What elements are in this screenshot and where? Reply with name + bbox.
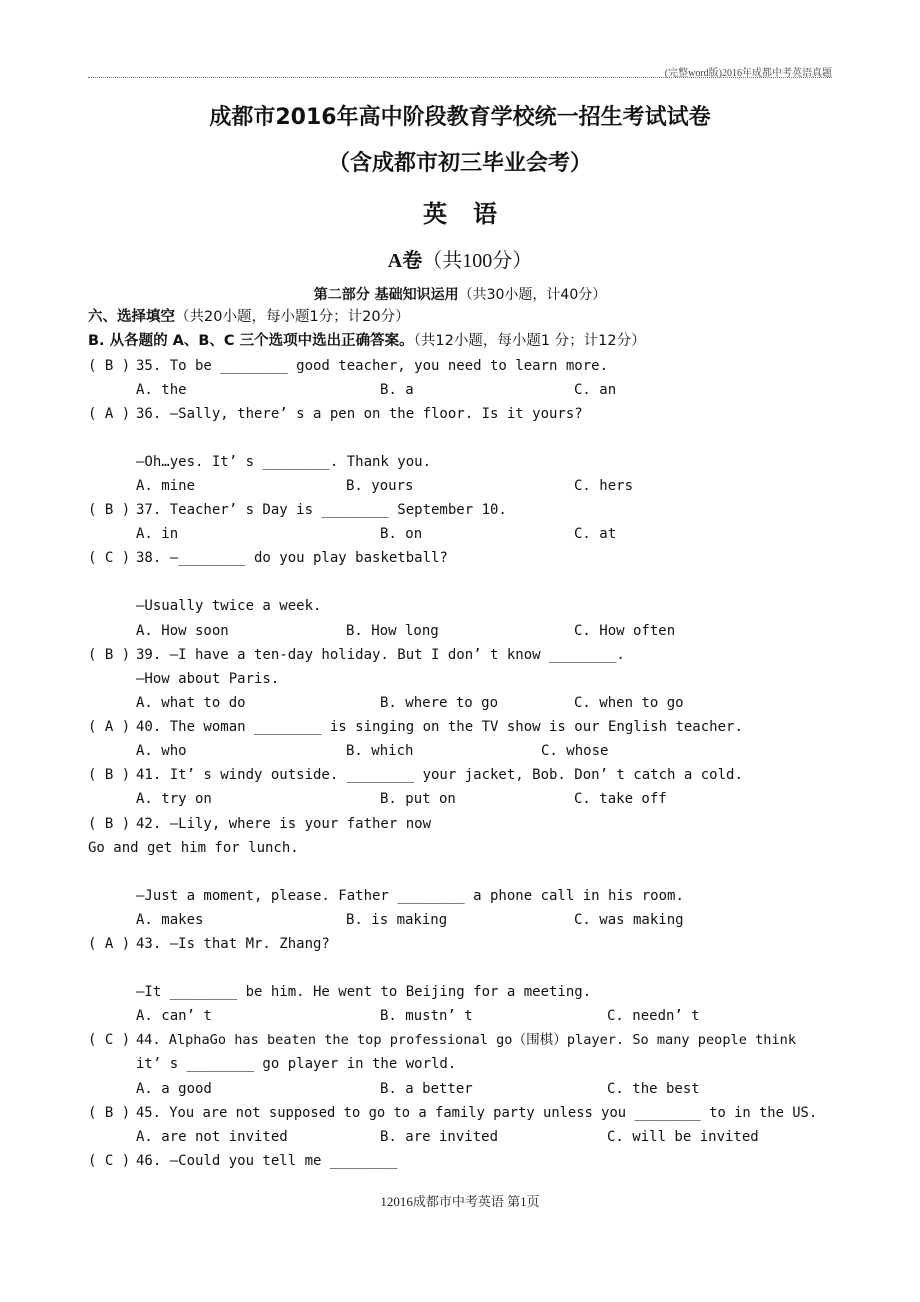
- answer-mark: ( B ): [88, 767, 131, 783]
- question-43-option-a: A. can’ t: [136, 1008, 212, 1024]
- page-footer: 12016成都市中考英语 第1页: [380, 1194, 540, 1209]
- answer-mark: ( A ): [88, 719, 131, 735]
- question-41-option-b: B. put on: [380, 791, 456, 807]
- question-45-stem: 45. You are not supposed to go to a family party unless you ________ to in the US.: [136, 1105, 818, 1121]
- answer-mark: ( C ): [88, 1032, 131, 1048]
- question-38-option-a: A. How soon: [136, 623, 229, 639]
- question-42-option-c: C. was making: [574, 912, 684, 928]
- question-45-option-c: C. will be invited: [607, 1129, 759, 1145]
- question-41-option-a: A. try on: [136, 791, 212, 807]
- question-40-option-a: A. who: [136, 743, 187, 759]
- question-38-option-b: B. How long: [346, 623, 439, 639]
- section-6-heading: [88, 308, 410, 326]
- part-heading: [0, 284, 920, 304]
- question-45-option-b: B. are invited: [380, 1129, 499, 1145]
- answer-mark: ( C ): [88, 1153, 131, 1169]
- question-42-reply: —Just a moment, please. Father ________ a phone call in his room.: [136, 888, 684, 904]
- answer-mark: ( B ): [88, 358, 131, 374]
- question-35-option-b: B. a: [380, 382, 414, 398]
- question-36-reply: —Oh…yes. It’ s ________. Thank you.: [136, 454, 432, 470]
- question-36-option-a: A. mine: [136, 478, 196, 494]
- question-36-option-b: B. yours: [346, 478, 414, 494]
- part-label: 第二部分 基础知识运用: [313, 287, 459, 303]
- answer-mark: ( A ): [88, 406, 131, 422]
- question-43-reply: —It ________ be him. He went to Beijing for a meeting.: [136, 984, 592, 1000]
- question-35-stem: 35. To be ________ good teacher, you need to learn more.: [136, 358, 609, 374]
- question-38-stem: 38. —________ do you play basketball?: [136, 550, 448, 566]
- question-42-stem-cont: Go and get him for lunch.: [88, 840, 299, 856]
- question-46-stem: 46. —Could you tell me ________: [136, 1153, 398, 1169]
- question-36-stem: 36. —Sally, there’ s a pen on the floor. Is it yours?: [136, 406, 583, 422]
- question-39-reply: —How about Paris.: [136, 671, 280, 687]
- answer-mark: ( A ): [88, 936, 131, 952]
- section-b-label: B. 从各题的 A、B、C 三个选项中选出正确答案。: [88, 333, 414, 349]
- question-43-stem: 43. —Is that Mr. Zhang?: [136, 936, 330, 952]
- question-39-stem: 39. —I have a ten-day holiday. But I don’ t know ________.: [136, 647, 625, 663]
- answer-mark: ( B ): [88, 647, 131, 663]
- paper-heading: [0, 244, 920, 273]
- question-39-option-a: A. what to do: [136, 695, 246, 711]
- question-44-option-a: A. a good: [136, 1081, 212, 1097]
- question-40-stem: 40. The woman ________ is singing on the TV show is our English teacher.: [136, 719, 743, 735]
- answer-mark: ( C ): [88, 550, 131, 566]
- question-37-option-b: B. on: [380, 526, 423, 542]
- question-44-stem-cont: it’ s ________ go player in the world.: [136, 1056, 457, 1072]
- question-38-reply: —Usually twice a week.: [136, 598, 322, 614]
- question-43-option-c: C. needn’ t: [607, 1008, 700, 1024]
- section-6-note: （共20小题，每小题1分；计20分）: [175, 309, 410, 325]
- question-41-stem: 41. It’ s windy outside. ________ your jacket, Bob. Don’ t catch a cold.: [136, 767, 743, 783]
- question-37-option-a: A. in: [136, 526, 179, 542]
- exam-subtitle: （含成都市初三毕业会考）: [327, 151, 592, 176]
- exam-title: 成都市2016年高中阶段教育学校统一招生考试试卷: [209, 105, 711, 130]
- question-39-option-c: C. when to go: [574, 695, 684, 711]
- question-37-option-c: C. at: [574, 526, 617, 542]
- section-b-heading: [88, 332, 646, 350]
- part-note: （共30小题，计40分）: [458, 287, 607, 303]
- answer-mark: ( B ): [88, 502, 131, 518]
- answer-mark: ( B ): [88, 816, 131, 832]
- page-header: (完整word版)2016年成都中考英语真题: [664, 68, 832, 79]
- question-43-option-b: B. mustn’ t: [380, 1008, 473, 1024]
- question-35-option-a: A. the: [136, 382, 187, 398]
- question-36-option-c: C. hers: [574, 478, 634, 494]
- question-38-option-c: C. How often: [574, 623, 676, 639]
- question-44-option-c: C. the best: [607, 1081, 700, 1097]
- question-40-option-c: C. whose: [541, 743, 609, 759]
- header-rule: [88, 77, 832, 78]
- question-41-option-c: C. take off: [574, 791, 667, 807]
- question-42-stem: 42. —Lily, where is your father now: [136, 816, 432, 832]
- question-40-option-b: B. which: [346, 743, 414, 759]
- subject-title: 英语: [423, 200, 523, 228]
- paper-label: A卷: [387, 250, 423, 272]
- paper-score: （共100分）: [422, 250, 533, 272]
- section-b-note: （共12小题，每小题1 分；计12分）: [413, 333, 646, 349]
- question-37-stem: 37. Teacher’ s Day is ________ September 10.: [136, 502, 507, 518]
- answer-mark: ( B ): [88, 1105, 131, 1121]
- question-39-option-b: B. where to go: [380, 695, 499, 711]
- section-6-label: 六、选择填空: [88, 309, 175, 325]
- question-45-option-a: A. are not invited: [136, 1129, 288, 1145]
- question-42-option-a: A. makes: [136, 912, 204, 928]
- question-35-option-c: C. an: [574, 382, 617, 398]
- question-44-stem: 44. AlphaGo has beaten the top professional go（围棋）player. So many people think: [136, 1032, 797, 1048]
- question-42-option-b: B. is making: [346, 912, 448, 928]
- question-44-option-b: B. a better: [380, 1081, 473, 1097]
